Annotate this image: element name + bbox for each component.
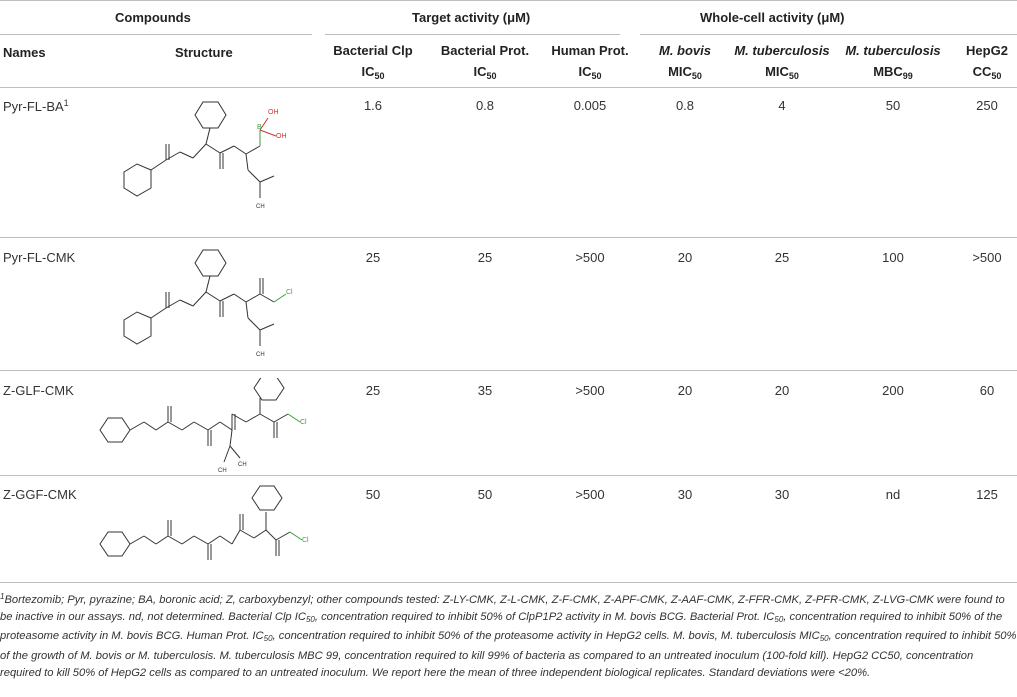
chemical-structure-drawing [118,98,318,226]
col-header-m-tuberculosis-mic [727,40,837,87]
svg-text:CH: CH [218,468,227,474]
svg-text:CH: CH [256,352,265,358]
row-divider [0,370,1017,371]
chemical-structure-drawing [90,482,320,577]
group-header-whole-cell-activity: Whole-cell activity (μM) [700,10,845,25]
ic-label: IC [578,64,592,79]
cell-m-tuberculosis-mbc: nd [885,487,901,502]
cell-human-prot: >500 [575,383,605,398]
svg-text:Cl: Cl [302,537,309,544]
col-header-line1: M. tuberculosis [845,43,941,58]
ic-label: IC [361,64,375,79]
cell-human-prot: 0.005 [573,98,607,113]
col-header-line2 [645,61,725,87]
cell-bacterial-prot: 50 [477,487,493,502]
cell-m-tuberculosis-mbc: 200 [882,383,904,398]
chemical-structure-drawing [118,246,318,366]
cell-hepg2-cc: 60 [979,383,995,398]
subscript-50: 50 [591,71,602,81]
col-header-names: Names [3,45,46,60]
cell-bacterial-prot: 0.8 [475,98,495,113]
structure-z-glf-cmk [90,378,320,483]
cell-m-tuberculosis-mbc: 50 [885,98,901,113]
col-header-hepg2 [957,40,1017,87]
col-header-m-tuberculosis-mbc [838,40,948,87]
header-bottom-rule [0,87,1017,88]
cell-hepg2-cc: >500 [972,250,1002,265]
structure-z-ggf-cmk [90,482,320,577]
col-header-line2 [318,61,428,87]
subscript-99: 99 [902,71,913,81]
cell-human-prot: >500 [575,487,605,502]
col-header-structure: Structure [175,45,233,60]
col-header-m-bovis [645,40,725,87]
cell-m-bovis-mic: 20 [677,383,693,398]
ic-label: IC [473,64,487,79]
svg-text:CH: CH [238,462,247,468]
svg-text:CH: CH [256,204,265,210]
col-header-line1: HepG2 [966,43,1008,58]
row-divider [0,475,1017,476]
cell-bacterial-prot: 35 [477,383,493,398]
subscript-50: 50 [691,71,702,81]
svg-text:OH: OH [276,133,287,140]
structure-pyr-fl-ba [118,98,318,226]
cell-hepg2-cc: 125 [976,487,998,502]
table-bottom-rule [0,582,1017,583]
footnote-marker: 1 [0,592,5,601]
col-header-line2 [430,61,540,87]
structure-pyr-fl-cmk [118,246,318,366]
col-header-line2 [957,61,1017,87]
cell-m-bovis-mic: 0.8 [675,98,695,113]
col-header-line1: Bacterial Clp [333,43,413,58]
svg-text:Cl: Cl [300,419,307,426]
subscript-50: 50 [788,71,799,81]
group-rule-target [325,34,620,35]
col-header-line1: M. bovis [658,43,711,58]
table-footnote: $^1$Bortezomib; Pyr, pyrazine; BA, boronic acid; Z, carboxybenzyl; other compounds tested: Z-LY-CMK, Z-L-CMK, Z-F-CMK, Z-APF-CMK, Z-AAF-CMK, Z-FFR-CMK, Z-PFR-CMK, Z-LVG-CMK were found to be inactive in our assays. nd, not determined. Bacterial Clp $IC_{50}$, concentration required to inhibit 50% of ClpP1P2 activity in M. bovis BCG. Bacterial Prot. $IC_{50}$, concentration required to inhibit 50% of the proteasome activity in M. bovis BCG. Human Prot. $IC_{50}$, concentration required to inhibit 50% of the proteasome activity in HepG2 cells. M. bovis, M. tuberculosis $MIC_{50}$, concentration required to inhibit 50% of the growth of M. bovis or M. tuberculosis. M. tuberculosis MBC 99, concentration required to kill 99% of bacteria as compared to an untreated inoculum (100-fold kill). HepG2 CC50, concentration required to kill 50% of HepG2 cells as compared to an untreated inoculum. We report here the mean of three independent biological replicates. Standard deviations were <20%. [0,592,1017,679]
cell-bacterial-clp: 50 [365,487,381,502]
cc-label: CC [972,64,992,79]
col-header-line2 [838,61,948,87]
cell-m-bovis-mic: 30 [677,487,693,502]
cell-m-tuberculosis-mic: 4 [778,98,786,113]
group-rule-whole-cell [640,34,1017,35]
col-header-line1: Human Prot. [551,43,629,58]
mic-label: MIC [668,64,692,79]
compound-name: Z-GGF-CMK [3,487,77,502]
subscript-50: 50 [486,71,497,81]
mbc-label: MBC [873,64,903,79]
col-header-bacterial-clp [318,40,428,87]
compound-name: Pyr-FL-CMK [3,250,76,265]
group-rule-compounds [0,34,312,35]
col-header-line1: M. tuberculosis [734,43,830,58]
col-header-human-prot [540,40,640,87]
cell-m-tuberculosis-mic: 25 [774,250,790,265]
cell-m-tuberculosis-mic: 30 [774,487,790,502]
cell-hepg2-cc: 250 [976,98,998,113]
svg-text:Cl: Cl [286,289,293,296]
group-header-compounds: Compounds [115,10,191,25]
svg-text:B: B [257,124,262,131]
row-divider [0,237,1017,238]
subscript-50: 50 [374,71,385,81]
cell-bacterial-prot: 25 [477,250,493,265]
compound-name: Z-GLF-CMK [3,383,74,398]
col-header-line2 [540,61,640,87]
group-header-target-activity: Target activity (μM) [412,10,531,25]
col-header-line1: Bacterial Prot. [440,43,530,58]
col-header-bacterial-prot [430,40,540,87]
cell-human-prot: >500 [575,250,605,265]
footnote-marker: 1 [63,98,69,108]
cell-bacterial-clp: 1.6 [363,98,383,113]
cell-m-tuberculosis-mbc: 100 [882,250,904,265]
cell-m-tuberculosis-mic: 20 [774,383,790,398]
svg-text:OH: OH [268,109,279,116]
col-header-line2 [727,61,837,87]
chemical-structure-drawing [90,378,320,483]
mic-label: MIC [765,64,789,79]
cell-bacterial-clp: 25 [365,383,381,398]
cell-bacterial-clp: 25 [365,250,381,265]
table-top-rule [0,0,1017,1]
subscript-50: 50 [991,71,1002,81]
cell-m-bovis-mic: 20 [677,250,693,265]
compound-name: Pyr-$FL-BA^1$ [3,98,69,114]
